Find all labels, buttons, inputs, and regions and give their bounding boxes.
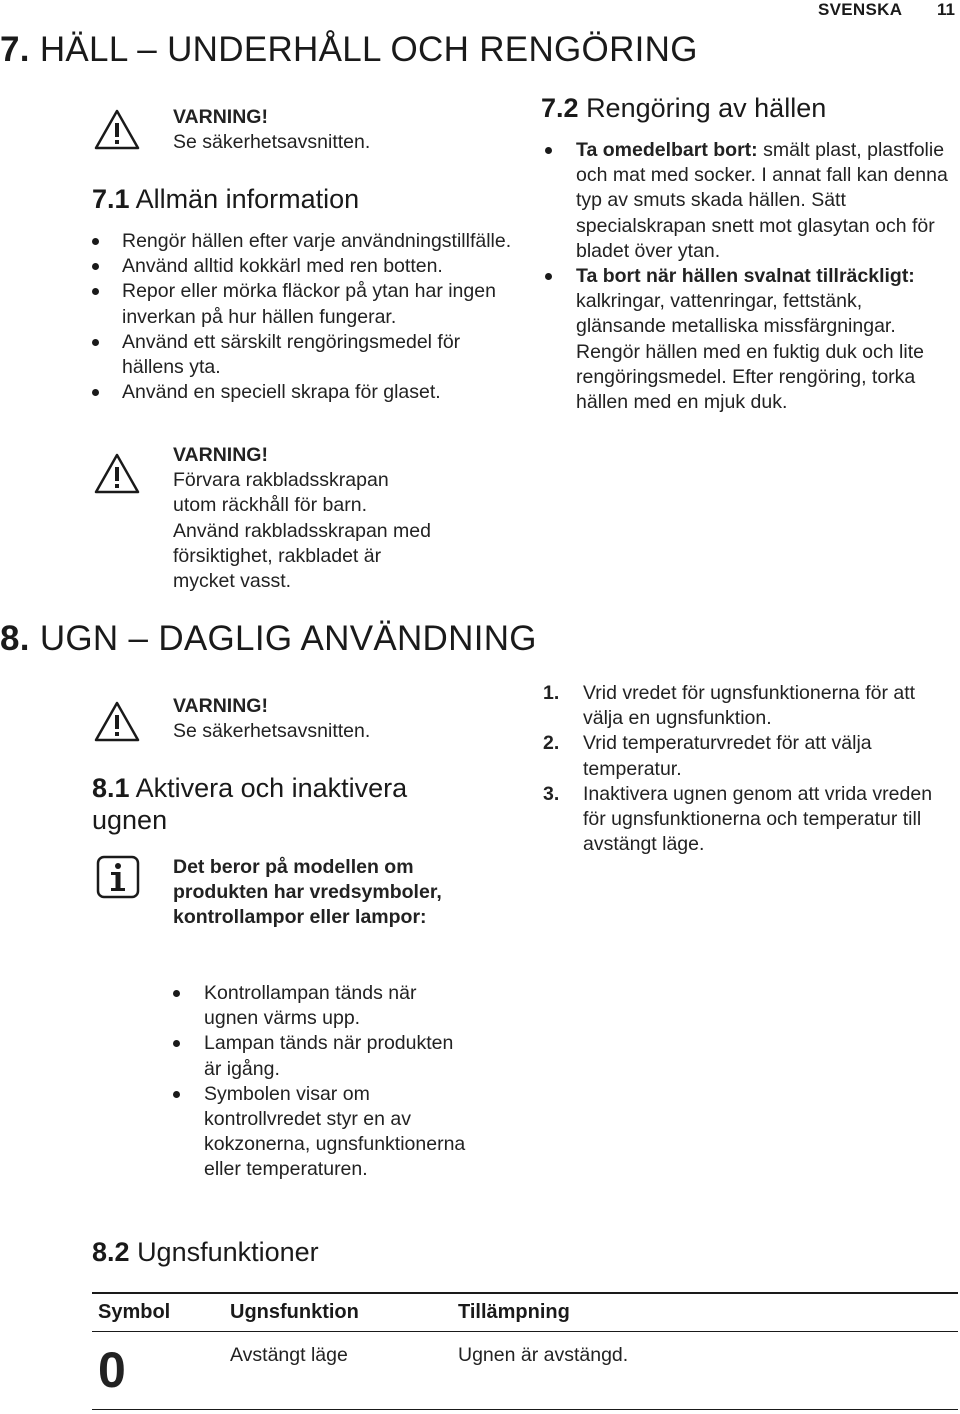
- step-item: [543, 782, 959, 858]
- section-7-title-text: HÄLL – UNDERHÅLL OCH RENGÖRING: [39, 30, 698, 69]
- header-language: SVENSKA: [818, 0, 903, 19]
- subsection-7-1-title: [92, 183, 359, 215]
- table-cell-application: Ugnen är avstängd.: [458, 1344, 629, 1366]
- table-header-row: [92, 1292, 958, 1332]
- warning-line: Förvara rakbladsskrapan: [173, 469, 389, 492]
- general-info-list: [92, 229, 512, 405]
- subsection-7-1-number: 7.1: [92, 184, 130, 214]
- table-cell-symbol: 0: [98, 1342, 126, 1398]
- warning-text: Se säkerhetsavsnitten.: [173, 720, 371, 743]
- step-number: 2.: [543, 732, 560, 755]
- list-item: Repor eller mörka fläckor på ytan har ingen inverkan på hur hällen fungerar.: [92, 279, 512, 329]
- list-item: Rengör hällen efter varje användningstillfälle.: [92, 229, 512, 254]
- subsection-7-2-number: 7.2: [541, 93, 579, 123]
- info-list: [173, 981, 473, 1183]
- list-item-text: smält plast, plastfolie och mat med socker. I annat fall kan denna typ av smuts skada hällen. Sätt specialskrapan snett mot glasytan och för bladet över ytan.: [576, 139, 948, 262]
- table-cell-function: Avstängt läge: [230, 1344, 348, 1366]
- table-row: [92, 1332, 958, 1410]
- list-item: Använd en speciell skrapa för glaset.: [92, 380, 512, 405]
- table-header-cell: Tillämpning: [458, 1301, 570, 1323]
- list-item: Använd alltid kokkärl med ren botten.: [92, 254, 512, 279]
- list-item: Kontrollampan tänds när ugnen värms upp.: [173, 981, 473, 1031]
- subsection-7-2-title: [541, 92, 826, 124]
- subsection-8-2-title-text: Ugnsfunktioner: [137, 1237, 319, 1267]
- warning-triangle-icon: [94, 700, 140, 742]
- table-header-cell: Symbol: [98, 1301, 171, 1323]
- subsection-8-2-number: 8.2: [92, 1237, 130, 1267]
- subsection-7-1-title-text: Allmän information: [135, 184, 360, 214]
- list-item-bold: Ta bort när hällen svalnat tillräckligt:: [576, 265, 915, 288]
- subsection-8-1-number: 8.1: [92, 773, 130, 803]
- warning-label: VARNING!: [173, 444, 268, 466]
- subsection-7-2-title-text: Rengöring av hällen: [586, 93, 827, 123]
- step-item: [543, 681, 959, 731]
- section-8-title-text: UGN – DAGLIG ANVÄNDNING: [39, 619, 537, 658]
- warning-line: utom räckhåll för barn.: [173, 494, 368, 517]
- info-text: Det beror på modellen om produkten har vredsymboler, kontrollampor eller lampor:: [173, 856, 442, 929]
- step-text: Vrid temperaturvredet för att välja temperatur.: [583, 732, 872, 780]
- step-number: 1.: [543, 682, 560, 704]
- step-number: 3.: [543, 782, 560, 805]
- warning-3: [173, 694, 370, 744]
- section-7-title: [0, 30, 698, 70]
- step-item: [543, 731, 959, 781]
- list-item: Lampan tänds när produkten är igång.: [173, 1031, 473, 1081]
- subsection-8-2-title: [92, 1236, 319, 1268]
- page-number: 11: [937, 0, 955, 19]
- info-icon: [96, 855, 140, 899]
- warning-line: försiktighet, rakbladet är: [173, 544, 382, 567]
- section-8-title: [0, 619, 537, 659]
- activation-steps: [543, 681, 959, 857]
- subsection-8-1-title-line1: Aktivera och inaktivera: [135, 773, 408, 803]
- warning-1: [173, 105, 370, 155]
- warning-2: [173, 443, 431, 594]
- warning-line: mycket vasst.: [173, 570, 292, 593]
- warning-line: Använd rakbladsskrapan med: [173, 519, 431, 542]
- list-item: Använd ett särskilt rengöringsmedel för hällens yta.: [92, 330, 512, 380]
- warning-text: Se säkerhetsavsnitten.: [173, 131, 371, 154]
- list-item-text: kalkringar, vattenringar, fettstänk, glänsande metalliska missfärgningar. Rengör hällen med en fuktig duk och lite rengöringsmedel. Efter rengöring, torka hällen med en mjuk duk.: [576, 290, 924, 414]
- section-8-number: 8.: [0, 619, 30, 658]
- subsection-8-1-title: [92, 772, 407, 836]
- warning-label: VARNING!: [173, 106, 268, 128]
- warning-triangle-icon: [94, 108, 140, 150]
- cleaning-list: [545, 138, 953, 415]
- step-text: Inaktivera ugnen genom att vrida vreden för ugnsfunktionerna och temperatur till avstängt läge.: [583, 782, 933, 856]
- list-item: [545, 138, 953, 264]
- oven-functions-table: [92, 1292, 958, 1410]
- list-item: [545, 264, 953, 415]
- table-header-cell: Ugnsfunktion: [230, 1301, 359, 1323]
- list-item-bold: Ta omedelbart bort:: [576, 139, 758, 161]
- subsection-8-1-title-line2: ugnen: [92, 805, 168, 835]
- section-7-number: 7.: [0, 30, 30, 69]
- step-text: Vrid vredet för ugnsfunktionerna för att välja en ugnsfunktion.: [583, 682, 916, 730]
- warning-label: VARNING!: [173, 695, 268, 717]
- warning-triangle-icon: [94, 452, 140, 494]
- list-item: Symbolen visar om kontrollvredet styr en av kokzonerna, ugnsfunktionerna eller temperaturen.: [173, 1082, 473, 1183]
